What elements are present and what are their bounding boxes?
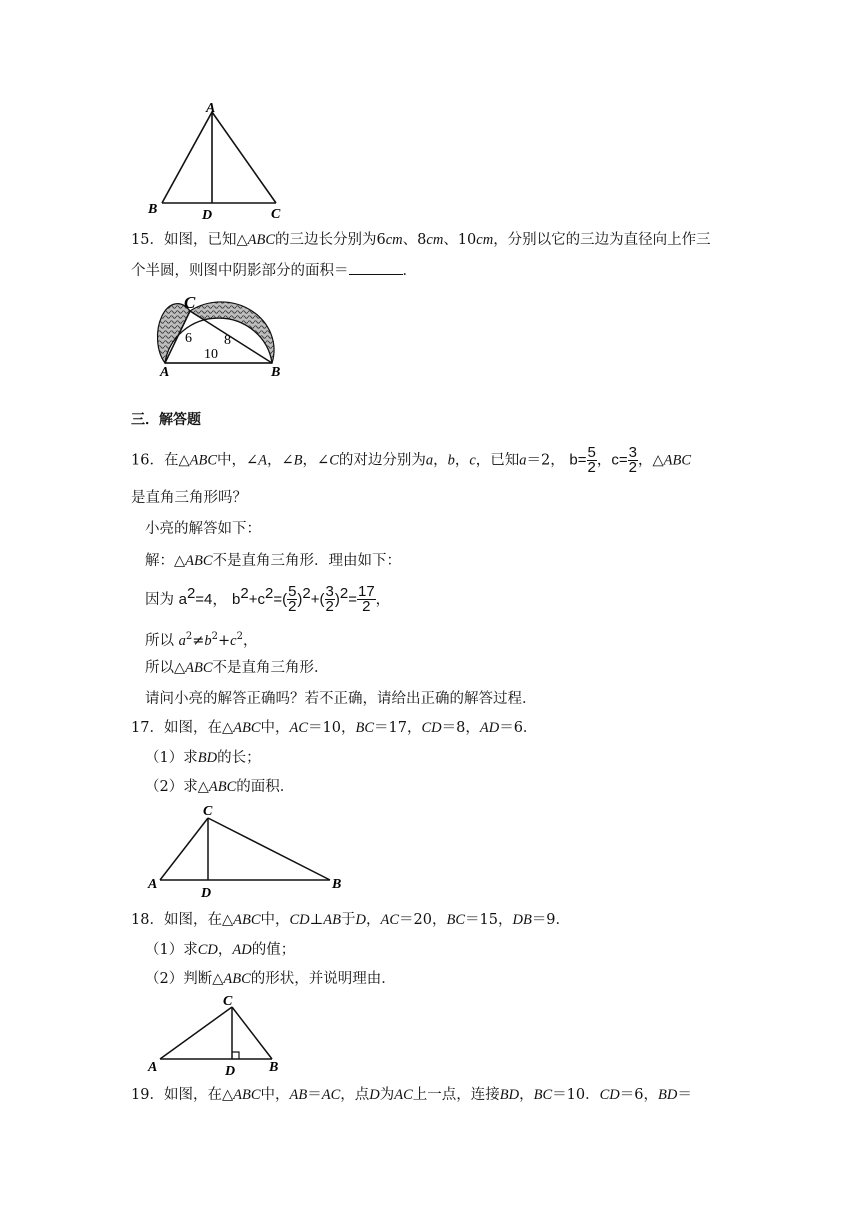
q15-side-10: 10 <box>204 347 218 362</box>
q16-triangle-name: ABC <box>185 660 213 676</box>
q16-text: 在△ <box>163 452 190 469</box>
q15-text: 、8 <box>402 232 427 248</box>
q16-so2 <box>145 658 329 678</box>
q17-label-a: A <box>148 877 158 892</box>
q16-text: ， <box>596 452 612 469</box>
q16-solution-line2 <box>145 584 390 614</box>
q19-var: AB <box>289 1087 308 1103</box>
q16-var: c <box>469 452 476 469</box>
section-heading: 三．解答题 <box>131 412 201 428</box>
q19-triangle-name: ABC <box>233 1087 261 1103</box>
q16-text: 所以△ <box>145 660 186 676</box>
q18-text: ＝20， <box>399 912 447 928</box>
q17-text: 的长； <box>217 750 261 766</box>
frac-denominator: 2 <box>325 598 334 616</box>
q16-var: A <box>258 452 268 469</box>
q16-var: a <box>178 632 186 649</box>
q18-text: ， <box>217 942 233 958</box>
q16-eq: ) <box>334 590 340 608</box>
q16-eq: b <box>232 590 241 608</box>
q16-text: ，△ <box>637 452 664 469</box>
q15-label-a: A <box>160 365 170 380</box>
frac-numerator: 5 <box>587 444 596 461</box>
q16-var: B <box>293 452 303 469</box>
q18-var: CD <box>289 912 310 928</box>
q16-text: ，∠ <box>267 452 294 469</box>
q18-var: AC <box>380 912 400 928</box>
q17-number: 17． <box>131 720 164 736</box>
q16-text: 的对边分别为 <box>338 452 426 469</box>
q19-var: D <box>369 1087 380 1103</box>
q15-text: 个半圆，则图中阴影部分的面积＝ <box>131 263 349 279</box>
q19-text: ， <box>519 1087 534 1103</box>
q16-text: ＝2， <box>526 452 565 469</box>
q18-text: 的值； <box>251 942 296 958</box>
q18-text: （1）求 <box>145 942 198 958</box>
q16-solution-line1 <box>145 551 401 571</box>
q18-triangle-name: ABC <box>233 912 261 928</box>
fraction <box>628 446 638 475</box>
q16-var: a <box>519 452 527 469</box>
q19-var: BD <box>657 1087 678 1103</box>
q19-text: ，点 <box>340 1087 370 1103</box>
q15-unit: cm <box>426 232 444 248</box>
frac-numerator: 5 <box>288 583 297 601</box>
q16-eq: =( <box>273 590 288 608</box>
q15-side-8: 8 <box>224 333 231 348</box>
q15-unit: cm <box>476 232 494 248</box>
q19-var: BD <box>499 1087 520 1103</box>
q14-label-b: B <box>148 202 158 217</box>
q18-var: AD <box>232 942 252 958</box>
q17-part2 <box>145 777 294 797</box>
q16-text: 所以 <box>145 632 174 649</box>
q18-var: DB <box>512 912 532 928</box>
q17-text: ＝6． <box>499 720 538 736</box>
q17-text: 的面积． <box>236 779 295 795</box>
q18-var: D <box>355 912 366 928</box>
q16-text: ， <box>242 632 258 649</box>
q16-var: c <box>230 632 237 649</box>
q18-label-d: D <box>225 1064 236 1078</box>
q19-number: 19． <box>131 1087 164 1103</box>
q18-triangle-name: ABC <box>223 971 251 987</box>
q16-text: ， <box>454 452 470 469</box>
q17-var: AC <box>289 720 309 736</box>
q16-so1: 所以 $a^2\ne b^2+c^2$， <box>145 631 258 649</box>
frac-denominator: 2 <box>628 459 637 476</box>
q16-ask: 请问小亮的解答正确吗？若不正确，请给出正确的解答过程． <box>145 691 537 707</box>
q17-text: （2）求△ <box>145 779 209 795</box>
q19-text: 中， <box>260 1087 290 1103</box>
answer-blank[interactable] <box>349 260 403 275</box>
q16-eq: a <box>178 590 187 608</box>
q17-label-c: C <box>203 804 213 819</box>
q14-label-a: A <box>206 101 216 116</box>
exp-2: 2 <box>240 585 249 602</box>
q17-triangle-figure <box>144 798 354 902</box>
q17-part1 <box>145 748 261 768</box>
q15-number: 15． <box>131 232 164 248</box>
q16-triangle-name: ABC <box>185 553 213 569</box>
q14-label-d: D <box>202 208 213 222</box>
q16-text: 解：△ <box>145 553 186 569</box>
q14-label-c: C <box>271 207 281 222</box>
q16-eq: =4， <box>195 590 228 608</box>
q17-var: AD <box>479 720 500 736</box>
q18-var: AB <box>323 912 342 928</box>
q18-text: 于 <box>341 912 356 928</box>
q19-var: BC <box>533 1087 553 1103</box>
q19-var: AC <box>321 1087 341 1103</box>
q18-text: ⊥ <box>309 912 324 928</box>
q19-text: ＝6， <box>619 1087 658 1103</box>
q16-eq: +c <box>248 590 265 608</box>
q16-eq: ) <box>297 590 303 608</box>
q16-eq: = <box>348 590 357 608</box>
q18-number: 18． <box>131 912 164 928</box>
frac-numerator: 3 <box>628 444 637 461</box>
q19-var: CD <box>599 1087 620 1103</box>
q15-semicircle-figure <box>140 284 310 380</box>
q14-triangle-figure <box>140 100 300 222</box>
q17-var: BC <box>355 720 375 736</box>
frac-denominator: 2 <box>288 598 297 616</box>
q16-var: a <box>425 452 434 469</box>
q16-line2: 是直角三角形吗？ <box>131 490 247 506</box>
frac-denominator: 2 <box>362 598 371 616</box>
q15-side-6: 6 <box>185 331 192 346</box>
q18-var: BC <box>446 912 466 928</box>
q16-xiaoliang: 小亮的解答如下： <box>145 521 261 537</box>
q18-label-a: A <box>148 1060 158 1075</box>
q16-var: b <box>447 452 455 469</box>
q17-text: 中， <box>260 720 290 736</box>
q19-text: 如图，在△ <box>163 1087 234 1103</box>
q15-line2 <box>131 260 417 281</box>
q16-text: 不是直角三角形．理由如下： <box>212 553 402 569</box>
q17-text: ＝17， <box>374 720 422 736</box>
q19-text: 为 <box>379 1087 395 1103</box>
q16-line1 <box>131 446 691 475</box>
q15-text: 、10 <box>443 232 477 248</box>
q17-text: ＝10， <box>308 720 356 736</box>
q17-label-b: B <box>332 877 342 892</box>
q16-text: 不是直角三角形． <box>212 660 329 676</box>
q18-text: （2）判断△ <box>145 971 224 987</box>
q19-text: ＝10． <box>552 1087 600 1103</box>
q16-text: ， <box>433 452 448 469</box>
q19-text: ＝ <box>677 1087 692 1103</box>
q17-triangle-name: ABC <box>233 720 261 736</box>
q16-b-eq: b= <box>569 451 587 469</box>
fraction <box>325 585 335 614</box>
q16-triangle-name: ABC <box>663 452 691 469</box>
exp-2: 2 <box>339 585 349 602</box>
q16-text: + <box>218 632 231 649</box>
q17-var: BD <box>197 750 218 766</box>
q16-var: C <box>329 452 339 469</box>
q18-label-b: B <box>269 1060 279 1075</box>
q16-number: 16． <box>131 452 164 469</box>
q16-text: ，已知 <box>475 452 520 469</box>
q19-text: ＝ <box>307 1087 322 1103</box>
q15-text: 的三边长分别为6 <box>275 232 386 248</box>
q18-part2 <box>145 969 396 989</box>
q15-line1 <box>131 230 711 250</box>
exp-2: 2 <box>264 585 274 602</box>
q16-text: ，∠ <box>302 452 330 469</box>
q17-text: ＝8， <box>441 720 480 736</box>
exp-2: 2 <box>302 585 311 602</box>
q17-triangle-name: ABC <box>208 779 237 795</box>
q19-line1 <box>131 1085 692 1105</box>
frac-denominator: 2 <box>587 459 596 476</box>
q18-line1 <box>131 910 570 930</box>
q16-c-eq: c= <box>611 451 628 469</box>
frac-numerator: 17 <box>357 583 375 601</box>
q17-var: CD <box>421 720 442 736</box>
q18-text: 中， <box>260 912 290 928</box>
fraction <box>357 585 376 614</box>
q15-label-b: B <box>271 365 281 380</box>
q19-text: 上一点，连接 <box>412 1087 500 1103</box>
q18-text: ＝15， <box>465 912 513 928</box>
q16-text: 因为 <box>145 591 174 608</box>
q15-text: 如图，已知△ <box>163 232 248 248</box>
q17-line1 <box>131 718 537 738</box>
q15-label-c: C <box>184 293 196 312</box>
q19-var: AC <box>394 1087 413 1103</box>
q18-text: 如图，在△ <box>163 912 234 928</box>
q18-text: ， <box>366 912 381 928</box>
frac-numerator: 3 <box>325 583 334 601</box>
q15-text: ． <box>402 263 417 279</box>
fraction <box>287 585 297 614</box>
exp-2: 2 <box>186 585 196 602</box>
q16-eq: +( <box>310 590 325 608</box>
q15-text: ，分别以它的三边为直径向上作三 <box>493 232 711 248</box>
q15-unit: cm <box>385 232 403 248</box>
q17-text: 如图，在△ <box>163 720 234 736</box>
q16-var: b <box>204 632 212 649</box>
q18-text: 的形状，并说明理由． <box>250 971 396 987</box>
q16-text: ≠ <box>192 632 205 649</box>
q18-var: CD <box>197 942 218 958</box>
q18-text: ＝9． <box>531 912 571 928</box>
q17-text: （1）求 <box>145 750 198 766</box>
fraction <box>587 446 597 475</box>
q18-part1 <box>145 940 295 960</box>
q16-text: 中，∠ <box>217 452 259 469</box>
q17-label-d: D <box>201 886 212 901</box>
q16-triangle-name: ABC <box>189 452 217 469</box>
q18-label-c: C <box>223 994 233 1009</box>
q18-triangle-figure <box>144 990 294 1078</box>
q16-text: ， <box>375 591 391 608</box>
q15-triangle-name: ABC <box>247 232 275 248</box>
